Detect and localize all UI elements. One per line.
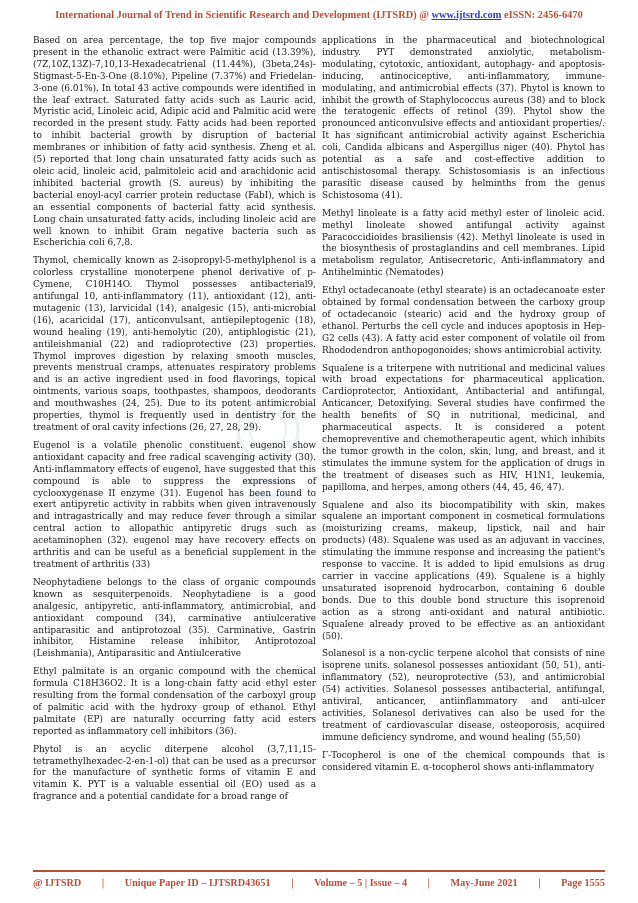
paragraph: Squalene and also its biocompatibility with skin, makes squalene an important component in cosmetical formulations (moisturizing creams, makeup, lipstick, nail and hair products) (48). Squalene was used as an adjuvant in vaccines, stimulating the immune response and increasing the patient's response to vaccine. It is added to lipid emulsions as drug carrier in vaccine applications (49). Squalene is a highly unsaturated isoprenoid hydrocarbon, containing 6 double bonds. Due to this double bond structure this isoprenoid action as a strong anti-oxidant and natural antibiotic. Squalene already proved to be effective as an antioxidant (50). <box>322 500 605 642</box>
right-column <box>322 36 605 774</box>
footer-date: May-June 2021 <box>450 878 518 889</box>
header-issn: eISSN: 2456-6470 <box>501 10 583 21</box>
paragraph: Squalene is a triterpene with nutritional and medicinal values with broad expectations for pharmaceutical application. Cardioprotector, Antioxidant, Antibacterial and antifungal, Anticancer, Detoxifying. Several studies have confirmed the health benefits of SQ in nutritional, medicinal, and pharmaceutical aspects. It is considered a potent chemopreventive and chemotherapeutic agent, which inhibits the tumor growth in the colon, skin, lung, and breast, and it stimulates the immune system for the application of drugs in the treatment of diseases such as HIV, H1N1, leukemia, papilloma, and herpes, among others (44, 45, 46, 47). <box>322 363 605 493</box>
header-text: International Journal of Trend in Scientific Research and Development (IJTSRD) @ <box>55 10 432 21</box>
paragraph: Eugenol is a volatile phenolic constituent. eugenol show antioxidant capacity and free radical scavenging activity (30). Anti-inflammatory effects of eugenol, have suggested that this compound is able to suppress the expressions of cyclooxygenase II enzyme (31). Eugenol has been found to exert antipyretic activity in rabbits when given intravenously and intragastrically and may reduce fever through a similar central action to allopathic antipyretic drugs such as acetaminophen (32). eugenol may have recovery effects on arthritis and can be useful as a beneficial supplement in the treatment of arthritis (33) <box>33 440 316 570</box>
journal-link[interactable]: www.ijtsrd.com <box>431 10 502 21</box>
left-column <box>33 36 316 804</box>
paragraph: Phytol is an acyclic diterpene alcohol (3,7,11,15-tetramethylhexadec-2-en-1-ol) that can be used as a precursor for the manufacture of synthetic forms of vitamin E and vitamin K. PYT is a valuable essential oil (EO) used as a fragrance and a potential candidate for a broad range of <box>33 744 316 803</box>
footer-journal: @ IJTSRD <box>33 878 82 889</box>
paragraph: applications in the pharmaceutical and biotechnological industry. PYT demonstrated anxiolytic, metabolism-modulating, cytotoxic, antioxidant, autophagy- and apoptosis-inducing, antinociceptive, anti-inflammatory, immune-modulating, and antimicrobial effects (37). Phytol is known to inhibit the growth of Staphylococcus aureus (38) and to block the teratogenic effects of retinol (39). Phytol show the pronounced anticonvulsive effects and antioxidant properties/. It has significant antimicrobial activity against Escherichia coli, Candida albicans and Aspergillus niger (40). Phytol has potential as a safe and cost-effective addition to antischistosomal therapy. Schistosomiasis is an infectious parasitic disease caused by helminths from the genus Schistosoma (41). <box>322 36 605 201</box>
footer-volume: Volume – 5 | Issue – 4 <box>314 878 408 889</box>
paragraph: Ethyl octadecanoate (ethyl stearate) is an octadecanoate ester obtained by formal condensation between the carboxy group of octadecanoic (stearic) acid and the hydroxy group of ethanol. Perturbs the cell cycle and induces apoptosis in Hep-G2 cells (43). A fatty acid ester component of volatile oil from Rhododendron anthopogonoides; shows antimicrobial activity. <box>322 286 605 356</box>
footer-divider <box>33 870 605 872</box>
footer-sep: | <box>101 878 105 889</box>
paragraph: Based on area percentage, the top five major compounds present in the ethanolic extract were Palmitic acid (13.39%), (7Z,10Z,13Z)-7,10,13-Hexadecatrienal (11.44%), (3beta,24s)-Stigmast-5-En-3-One (8.10%), Pipeline (7.37%) and Friedelan-3-one (6.01%). In total 43 active compounds were identified in the leaf extract. Saturated fatty acids such as Lauric acid, Myristic acid, Linoleic acid, Adipic acid and Palmitic acid were recorded in the present study. Fatty acids had been reported to inhibit bacterial growth by disruption of bacterial membranes or inhibition of fatty acid synthesis. Zheng et al. (5) reported that long chain unsaturated fatty acids such as oleic acid, linoleic acid, palmitoleic acid and arachidonic acid inhibited bacterial growth (S. aureus) by inhibiting the bacterial enoyl-acyl carrier protein reductase (FabI), which is an essential components of bacterial fatty acid synthesis. Long chain unsaturated fatty acids, including linoleic acid are well known to inhibit Gram negative bacteria such as Escherichia coli 6,7,8. <box>33 36 316 249</box>
paragraph: Neophytadiene belongs to the class of organic compounds known as sesquiterpenoids. Neophytadiene is a good analgesic, antipyretic, anti-inflammatory, antimicrobial, and antioxidant compound (34), carminative antiulcerative antiparasitic and antiprotozoal (35). Carminative, Gastrin inhibitor, Histamine release inhibitor, Antiprotozoal (Leishmania), Antiparasitic and Antiulcerative <box>33 577 316 660</box>
journal-header <box>0 10 638 21</box>
footer-sep: | <box>538 878 541 889</box>
footer-sep: | <box>427 878 430 889</box>
paragraph: Methyl linoleate is a fatty acid methyl ester of linoleic acid. methyl linoleate showed antifungal activity against Paracoccidioides brasiliensis (42). Methyl linoleate is used in the biosynthesis of prostaglandins and cell membranes. Lipid metabolism regulator, Antisecretoric, Anti-inflammatory and Antihelmintic (Nematodes) <box>322 208 605 279</box>
paragraph: Γ-Tocopherol is one of the chemical compounds that is considered vitamin E. α-tocopherol shows anti-inflammatory <box>322 750 605 773</box>
paragraph: Ethyl palmitate is an organic compound with the chemical formula C18H36O2. It is a long-chain fatty acid ethyl ester resulting from the formal condensation of the carboxyl group of palmitic acid with the hydroxy group of ethanol. Ethyl palmitate (EP) are naturally occurring fatty acid esters reported as inflammatory cell inhibitors (36). <box>33 667 316 737</box>
paragraph: Solanesol is a non-cyclic terpene alcohol that consists of nine isoprene units. solanesol possesses antioxidant (50, 51), anti-inflammatory (52), neuroprotective (53), and antimicrobial (54) activities. Solanesol possesses antibacterial, antifungal, antiviral, anticancer, antiinflammatory and anti-ulcer activities, Solanesol derivatives can also be used for the treatment of cardiovascular disease, osteoporosis, acquired immune deficiency syndrome, and wound healing (55,50) <box>322 649 605 743</box>
page-footer <box>33 878 605 889</box>
paragraph: Thymol, chemically known as 2-isopropyl-5-methylphenol is a colorless crystalline monoterpene phenol derivative of p-Cymene, C10H14O. Thymol possesses antibacterial9, antifungal 10, anti-inflammatory (11), antioxidant (12), anti-mutagenic (13), larvicidal (14), analgesic (15), anti-microbial (16), acaricidal (17), anticonvulsant, antiepileptogenic (18), wound healing (19), anti-hemolytic (20), antiphlogistic (21), antileishmanial (22) and radioprotective (23) properties. Thymol improves digestion by relaxing smooth muscles, prevents menstrual cramps, attenuates respiratory problems and is an active ingredient used in food flavorings, topical ointments, various soaps, toothpastes, shampoos, deodorants and mouthwashes (24, 25). Due to its potent antimicrobial properties, thymol is frequently used in dentistry for the treatment of oral cavity infections (26, 27, 28, 29). <box>33 256 316 433</box>
footer-paper-id: Unique Paper ID – IJTSRD43651 <box>124 878 271 889</box>
footer-sep: | <box>291 878 294 889</box>
footer-page-number: Page 1555 <box>561 878 605 889</box>
